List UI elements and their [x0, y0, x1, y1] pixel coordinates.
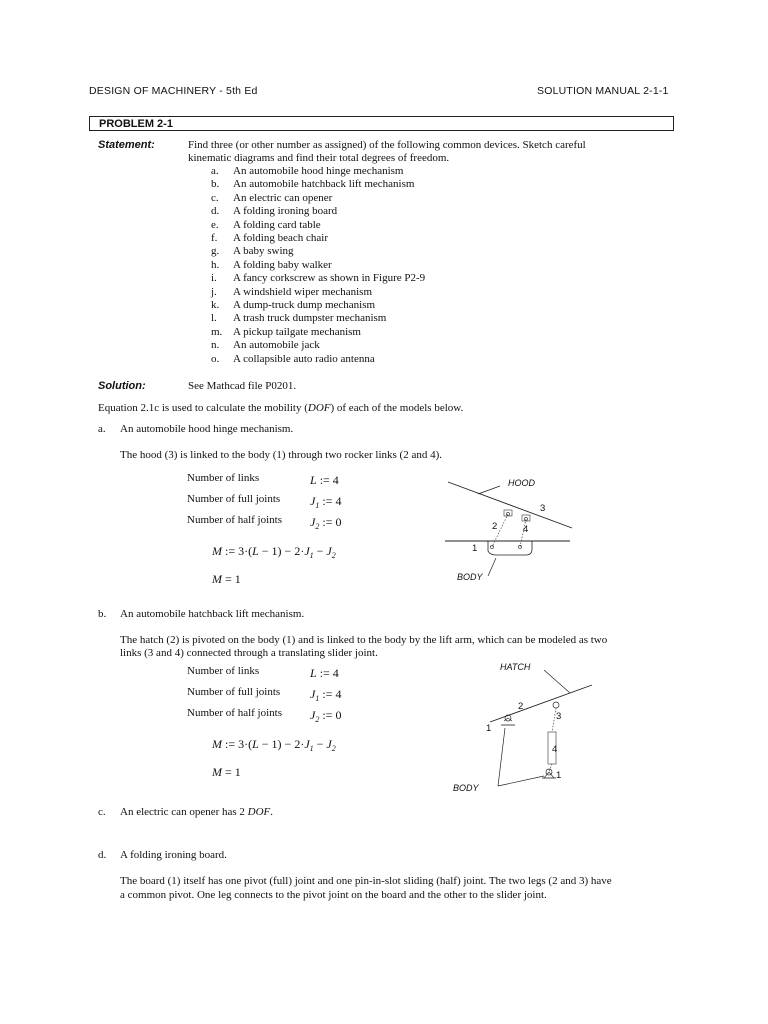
part-b-row-label: Number of half joints: [187, 707, 283, 719]
part-b-row-value: L := 4: [310, 666, 339, 680]
part-a-letter: a.: [98, 423, 106, 435]
statement-item-letter: d.: [211, 205, 220, 218]
part-a-row-value: L := 4: [310, 473, 339, 487]
part-c-text: An electric can opener has 2 DOF.: [120, 806, 274, 818]
header-right: SOLUTION MANUAL 2-1-1: [537, 85, 669, 97]
statement-label: Statement:: [98, 139, 155, 151]
statement-item-letter: i.: [211, 272, 217, 285]
part-b-mobility-equation: M := $3\cdot(L - 1) - 2\cdot J_1 - J_2$: [212, 737, 336, 753]
part-b-row-value: $J_1$ := 4: [310, 687, 342, 703]
statement-item-text: An electric can opener: [233, 191, 333, 204]
solution-label: Solution:: [98, 380, 146, 392]
fig-b-num-3: 3: [556, 711, 562, 722]
solution-text: See Mathcad file P0201.: [188, 380, 297, 392]
part-a-row-value: $J_1$ := 4: [310, 494, 342, 510]
part-c-letter: c.: [98, 806, 106, 818]
fig-b-num-4: 4: [552, 744, 558, 755]
statement-item-letter: b.: [211, 178, 220, 191]
part-a-row-label: Number of full joints: [187, 493, 281, 505]
statement-item-text: A folding baby walker: [233, 258, 332, 271]
fig-a-num-1: 1: [472, 543, 478, 554]
statement-line-2: kinematic diagrams and find their total degrees of freedom.: [188, 152, 450, 164]
part-d-desc-1: The board (1) itself has one pivot (full) joint and one pin-in-slot sliding (half) joint. The two legs (2 and 3) have: [120, 875, 612, 887]
part-d-letter: d.: [98, 849, 107, 861]
problem-title: PROBLEM 2-1: [99, 118, 173, 130]
statement-item-text: A folding card table: [233, 218, 321, 231]
statement-item-letter: g.: [211, 245, 220, 258]
part-a-row-label: Number of half joints: [187, 514, 283, 526]
fig-b-num-2: 2: [518, 701, 524, 712]
statement-item-letter: a.: [211, 165, 219, 177]
statement-item-text: A dump-truck dump mechanism: [233, 299, 376, 311]
part-b-row-label: Number of full joints: [187, 686, 281, 698]
part-b-desc-1: The hatch (2) is pivoted on the body (1) and is linked to the body by the lift arm, which can be modeled as two: [120, 634, 608, 646]
fig-a-num-2: 2: [492, 521, 498, 532]
part-a-mobility-result: M = 1: [212, 572, 241, 586]
statement-item-letter: c.: [211, 191, 219, 204]
statement-item-letter: m.: [211, 325, 223, 338]
statement-item-letter: l.: [211, 312, 217, 325]
statement-item-text: A trash truck dumpster mechanism: [233, 312, 387, 325]
statement-item-text: A collapsible auto radio antenna: [233, 352, 375, 365]
fig-b-body-label: BODY: [453, 783, 479, 793]
part-b-title: An automobile hatchback lift mechanism.: [120, 608, 305, 620]
part-b-row-value: $J_2$ := 0: [310, 708, 342, 724]
statement-item-letter: f.: [211, 232, 218, 244]
statement-line-1: Find three (or other number as assigned) of the following common devices. Sketch careful: [188, 139, 586, 151]
statement-item-letter: h.: [211, 258, 220, 271]
statement-item-text: A windshield wiper mechanism: [233, 285, 373, 298]
statement-item-letter: n.: [211, 339, 220, 352]
fig-a-num-4: 4: [523, 524, 529, 535]
header-left: DESIGN OF MACHINERY - 5th Ed: [89, 85, 258, 97]
statement-item-text: A folding ironing board: [233, 205, 338, 218]
statement-item-text: A fancy corkscrew as shown in Figure P2-9: [233, 272, 426, 285]
part-b-desc-2: links (3 and 4) connected through a translating slider joint.: [120, 647, 378, 659]
fig-b-num-1a: 1: [486, 723, 492, 734]
part-d-title: A folding ironing board.: [120, 849, 227, 861]
statement-item-text: A folding beach chair: [233, 232, 328, 244]
body-bracket: [488, 541, 532, 555]
part-a-desc: The hood (3) is linked to the body (1) through two rocker links (2 and 4).: [120, 449, 442, 461]
statement-item-text: A baby swing: [233, 245, 294, 258]
part-b-row-label: Number of links: [187, 665, 260, 677]
hood-hinge-diagram: [430, 472, 590, 590]
part-a-mobility-equation: M := $3\cdot(L - 1) - 2\cdot J_1 - J_2$: [212, 544, 336, 560]
statement-item-letter: o.: [211, 352, 220, 365]
statement-item-letter: e.: [211, 218, 219, 231]
fig-a-num-3: 3: [540, 503, 546, 514]
problem-box: [89, 116, 674, 131]
part-a-row-value: $J_2$ := 0: [310, 515, 342, 531]
fig-b-num-1b: 1: [556, 770, 562, 781]
fig-a-hood-label: HOOD: [508, 478, 535, 488]
statement-item-letter: j.: [211, 285, 217, 298]
statement-item-text: An automobile hatchback lift mechanism: [233, 178, 415, 191]
fig-a-body-label: BODY: [457, 572, 483, 582]
part-a-title: An automobile hood hinge mechanism.: [120, 423, 294, 435]
equation-note: Equation 2.1c is used to calculate the mobility (DOF) of each of the models below.: [98, 402, 464, 414]
fig-b-hatch-label: HATCH: [500, 662, 531, 672]
hood-line: [448, 482, 572, 528]
part-d-desc-2: a common pivot. One leg connects to the pivot joint on the board and the other to the slider joint.: [120, 889, 547, 901]
statement-item-text: A pickup tailgate mechanism: [233, 325, 361, 338]
part-b-mobility-result: M = 1: [212, 765, 241, 779]
statement-item-letter: k.: [211, 299, 220, 311]
statement-item-text: An automobile hood hinge mechanism: [233, 165, 404, 177]
part-a-row-label: Number of links: [187, 472, 260, 484]
part-b-letter: b.: [98, 608, 107, 620]
statement-item-text: An automobile jack: [233, 339, 320, 352]
